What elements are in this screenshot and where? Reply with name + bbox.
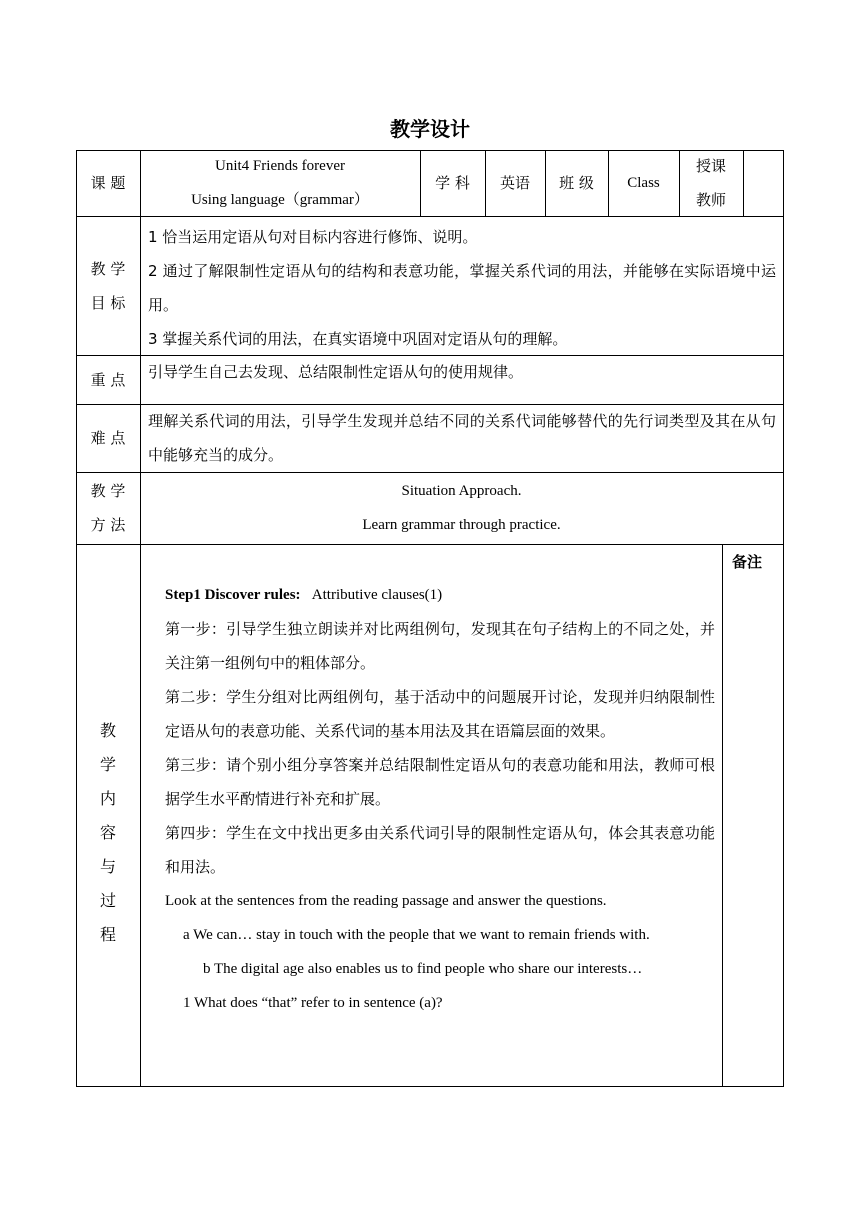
method-text bbox=[140, 472, 783, 544]
instruction-text: Look at the sentences from the reading passage and answer the questions. bbox=[165, 893, 607, 909]
process-paragraph: 第四步：学生在文中找出更多由关系代词引导的限制性定语从句，体会其表意功能和用法。 bbox=[165, 824, 715, 876]
method-line1: Situation Approach. bbox=[401, 483, 522, 499]
objective-item: 1 恰当运用定语从句对目标内容进行修饰、说明。 bbox=[148, 228, 478, 246]
example-sentence-b: b The digital age also enables us to find people who share our interests… bbox=[203, 961, 643, 977]
process-label-char: 教 bbox=[99, 721, 116, 740]
process-label-char: 容 bbox=[99, 823, 116, 842]
class-label: 班 级 bbox=[559, 174, 594, 192]
process-label-char: 学 bbox=[99, 755, 116, 774]
process-label-char: 过 bbox=[99, 891, 116, 910]
lesson-title-line1: Unit4 Friends forever bbox=[215, 158, 345, 174]
process-paragraph: 第一步：引导学生独立朗读并对比两组例句，发现其在句子结构上的不同之处，并关注第一组例句中的粗体部分。 bbox=[165, 620, 715, 672]
process-paragraph: 第二步：学生分组对比两组例句，基于活动中的问题展开讨论，发现并归纳限制性定语从句的表意功能、关系代词的基本用法及其在语篇层面的效果。 bbox=[165, 688, 715, 740]
lesson-title-line2: Using language（grammar） bbox=[191, 192, 369, 208]
lesson-plan-table bbox=[76, 150, 784, 1087]
method-label-line1: 教 学 bbox=[90, 482, 126, 500]
process-content bbox=[165, 578, 715, 1020]
method-line2: Learn grammar through practice. bbox=[362, 517, 561, 533]
teacher-label-line2: 教师 bbox=[695, 191, 726, 209]
question-1: 1 What does “that” refer to in sentence (a)? bbox=[183, 995, 443, 1011]
teacher-label bbox=[679, 150, 743, 216]
method-label bbox=[76, 472, 140, 544]
objective-item: 3 掌握关系代词的用法，在真实语境中巩固对定语从句的理解。 bbox=[148, 330, 568, 348]
objectives-label-line1: 教 学 bbox=[90, 259, 126, 278]
objectives-label-line2: 目 标 bbox=[90, 293, 126, 312]
objectives-label bbox=[76, 216, 140, 355]
key-point-text: 引导学生自己去发现、总结限制性定语从句的使用规律。 bbox=[148, 363, 524, 381]
method-label-line2: 方 法 bbox=[90, 516, 126, 534]
process-label bbox=[76, 714, 140, 952]
difficulty-text: 理解关系代词的用法，引导学生发现并总结不同的关系代词能够替代的先行词类型及其在从句中能够充当的成分。 bbox=[148, 412, 776, 464]
step-title: Step1 Discover rules: bbox=[165, 587, 301, 603]
teacher-label-line1: 授课 bbox=[695, 157, 726, 175]
subject-label: 课 题 bbox=[90, 174, 126, 192]
discipline-label: 学 科 bbox=[435, 174, 470, 192]
process-label-char: 内 bbox=[99, 789, 116, 808]
objective-item: 2 通过了解限制性定语从句的结构和表意功能，掌握关系代词的用法，并能够在实际语境中运用。 bbox=[148, 262, 776, 314]
notes-label: 备注 bbox=[732, 553, 763, 571]
difficulty-label: 难 点 bbox=[90, 429, 126, 447]
example-sentence-a: a We can… stay in touch with the people that we want to remain friends with. bbox=[183, 927, 650, 943]
process-label-char: 程 bbox=[99, 925, 116, 944]
process-paragraph: 第三步：请个别小组分享答案并总结限制性定语从句的表意功能和用法，教师可根据学生水平酌情进行补充和扩展。 bbox=[165, 756, 715, 808]
page-title: 教学设计 bbox=[390, 117, 470, 141]
process-label-char: 与 bbox=[99, 857, 116, 876]
step-subtitle: Attributive clauses(1) bbox=[311, 587, 443, 603]
step-heading bbox=[165, 578, 715, 612]
key-point-label: 重 点 bbox=[90, 370, 126, 389]
teacher-value bbox=[743, 150, 783, 216]
objectives-list bbox=[148, 220, 776, 356]
class-value: Class bbox=[627, 175, 660, 191]
discipline-value: 英语 bbox=[499, 174, 530, 192]
lesson-title bbox=[140, 150, 420, 216]
